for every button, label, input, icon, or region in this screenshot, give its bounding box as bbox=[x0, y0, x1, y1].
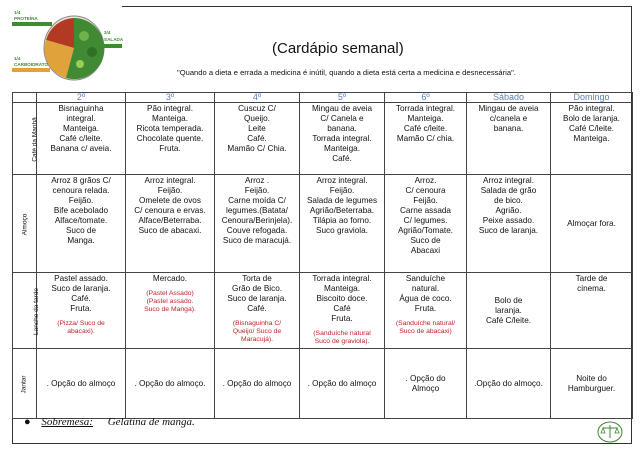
menu-cell bbox=[300, 349, 385, 419]
menu-item: Café. bbox=[71, 294, 91, 303]
day-header: 6º bbox=[385, 93, 467, 103]
meal-label: Jantar bbox=[20, 374, 28, 394]
menu-item: integral. bbox=[66, 114, 96, 123]
menu-item: Bolo de laranja. bbox=[563, 114, 620, 123]
menu-cell bbox=[385, 273, 467, 349]
menu-item: Alface/tomate. bbox=[54, 216, 108, 225]
menu-item: Manteiga. bbox=[324, 284, 360, 293]
menu-item: Noite do bbox=[576, 373, 607, 383]
menu-cell bbox=[385, 175, 467, 273]
menu-row bbox=[13, 273, 633, 349]
menu-cell bbox=[300, 273, 385, 349]
menu-note: (Pastel Assado) bbox=[146, 290, 194, 297]
menu-item: Pão integral. bbox=[147, 104, 193, 113]
menu-item: Suco de laranja. bbox=[227, 294, 287, 303]
menu-item: Mamão C/ chia. bbox=[396, 134, 455, 143]
menu-item: Carne assada bbox=[400, 206, 451, 215]
menu-item: Bolo de bbox=[494, 295, 523, 305]
menu-item: Manteiga. bbox=[324, 144, 360, 153]
menu-item: C/ Canela e bbox=[320, 114, 364, 123]
menu-item: Manteiga. bbox=[407, 114, 444, 123]
menu-cell bbox=[37, 273, 126, 349]
menu-item: Salada de legumes bbox=[306, 196, 378, 205]
menu-item: Pão integral. bbox=[568, 104, 615, 113]
menu-item: de bico. bbox=[494, 196, 523, 205]
meal-label-cell bbox=[13, 273, 40, 349]
menu-cell bbox=[467, 103, 551, 175]
dessert-line bbox=[24, 416, 195, 428]
menu-item: Café c/leite. bbox=[403, 124, 448, 133]
menu-item: Bife acebolado bbox=[53, 206, 109, 215]
menu-item: Cuscuz C/ bbox=[238, 104, 276, 113]
menu-cell bbox=[467, 175, 551, 273]
menu-cell bbox=[300, 175, 385, 273]
menu-item: . Opção do almoço bbox=[307, 378, 377, 388]
menu-cell bbox=[467, 349, 551, 419]
menu-item: . Opção do almoço bbox=[46, 378, 116, 388]
menu-cell bbox=[215, 175, 300, 273]
menu-item: Manteiga. bbox=[63, 124, 99, 133]
menu-note: Suco de graviola). bbox=[314, 338, 370, 345]
menu-cell bbox=[551, 349, 633, 419]
healthy-plate-icon bbox=[12, 6, 122, 92]
menu-cell bbox=[126, 103, 215, 175]
day-header: 2º bbox=[37, 93, 126, 103]
menu-item: Mingau de aveia bbox=[311, 104, 373, 113]
day-header: Domingo bbox=[551, 93, 633, 103]
menu-note: (Bisnaguinha C/ bbox=[232, 320, 282, 327]
menu-item: Couve refogada. bbox=[226, 226, 288, 235]
menu-item: Biscoito doce. bbox=[316, 294, 368, 303]
menu-item: Agrião/Tomate. bbox=[397, 226, 454, 235]
menu-item: C/ legumes. bbox=[403, 216, 448, 225]
menu-item: Bisnaguinha bbox=[58, 104, 104, 113]
menu-item: C/ cenoura e ervas. bbox=[134, 206, 206, 215]
menu-note: Queijo/ Suco de bbox=[232, 328, 282, 335]
menu-item: Café C/leite. bbox=[485, 315, 532, 325]
menu-note: (Sanduíche natural bbox=[313, 330, 371, 337]
menu-item: Arroz integral. bbox=[483, 176, 534, 185]
svg-text:PROTEÍNA: PROTEÍNA bbox=[14, 16, 38, 21]
menu-item: Feijão. bbox=[413, 196, 438, 205]
menu-item: Água de coco. bbox=[399, 294, 452, 303]
menu-item: Arroz integral. bbox=[144, 176, 196, 185]
menu-item: Pastel assado. bbox=[54, 274, 108, 283]
menu-item: Fruta. bbox=[331, 314, 353, 323]
menu-item: Mingau de aveia bbox=[478, 104, 539, 113]
menu-cell bbox=[126, 175, 215, 273]
menu-item: Mercado. bbox=[152, 274, 188, 283]
menu-item: cinema. bbox=[577, 284, 606, 293]
menu-item: Queijo. bbox=[244, 114, 270, 123]
menu-item: Manga. bbox=[67, 236, 95, 245]
meal-label: Lanche da tarde bbox=[32, 287, 40, 335]
weekly-menu-table bbox=[12, 92, 633, 419]
menu-item: Almoçar fora. bbox=[567, 218, 616, 228]
menu-cell bbox=[37, 349, 126, 419]
bullet-icon: ● bbox=[24, 416, 31, 428]
menu-item: Fruta. bbox=[414, 304, 437, 313]
meal-label: Café da Manhã bbox=[31, 116, 39, 162]
menu-item: Suco de abacaxi. bbox=[138, 226, 202, 235]
menu-item: Agrião. bbox=[495, 206, 522, 215]
page-title: (Cardápio semanal) bbox=[272, 40, 404, 57]
menu-item: Grão de Bico. bbox=[231, 284, 283, 293]
menu-note: Suco de Manga). bbox=[144, 306, 196, 313]
menu-item: Tilápia ao forno. bbox=[312, 216, 372, 225]
menu-item: . Opção do almoço. bbox=[134, 378, 206, 388]
menu-item: . Opção do almoço bbox=[222, 378, 292, 388]
menu-item: Cenoura/Berinjela). bbox=[221, 216, 293, 225]
menu-cell bbox=[37, 103, 126, 175]
menu-cell bbox=[300, 103, 385, 175]
svg-text:SALADA: SALADA bbox=[104, 37, 124, 42]
day-header: 5º bbox=[300, 93, 385, 103]
menu-note: abacaxi). bbox=[67, 328, 95, 335]
menu-item: Manteiga. bbox=[152, 114, 188, 123]
menu-item: Manteiga. bbox=[573, 134, 610, 143]
menu-item: Torrada integral. bbox=[312, 274, 372, 283]
svg-text:1/4: 1/4 bbox=[14, 56, 21, 61]
menu-item: Feijão. bbox=[157, 186, 183, 195]
menu-item: Abacaxi bbox=[410, 246, 441, 255]
scale-logo-icon bbox=[596, 420, 624, 444]
menu-item: Café bbox=[333, 304, 351, 313]
menu-item: cenoura relada. bbox=[52, 186, 110, 195]
menu-item: Peixe assado. bbox=[482, 216, 535, 225]
menu-item: Ricota temperada. bbox=[136, 124, 204, 133]
menu-cell bbox=[385, 103, 467, 175]
menu-item: Banana c/ aveia. bbox=[50, 144, 112, 153]
dessert-label: Sobremesa: bbox=[41, 416, 93, 428]
day-header: 3º bbox=[126, 93, 215, 103]
menu-item: Café C/leite. bbox=[568, 124, 615, 133]
menu-cell bbox=[215, 273, 300, 349]
menu-note: Maracujá). bbox=[240, 336, 274, 343]
menu-item: Arroz integral. bbox=[316, 176, 368, 185]
day-header-row bbox=[13, 93, 633, 103]
svg-text:1/4: 1/4 bbox=[14, 10, 21, 15]
menu-item: Omelete de ovos bbox=[139, 196, 201, 205]
meal-label: Almoço bbox=[21, 213, 28, 235]
menu-item: Arroz. bbox=[414, 176, 437, 185]
menu-item: Arroz . bbox=[244, 176, 270, 185]
menu-item: Salada de grão bbox=[480, 186, 537, 195]
menu-cell bbox=[551, 103, 633, 175]
menu-item: Suco de laranja. bbox=[51, 284, 111, 293]
menu-item: Café c/leite. bbox=[59, 134, 103, 143]
menu-item: Torta de bbox=[242, 274, 272, 283]
menu-item: Agrião/Beterraba. bbox=[309, 206, 375, 215]
menu-note: (Sanduíche natural/ bbox=[395, 320, 456, 327]
menu-item: Feijão. bbox=[329, 186, 355, 195]
menu-row bbox=[13, 349, 633, 419]
menu-item: Suco de maracujá. bbox=[222, 236, 292, 245]
menu-item: Almoço bbox=[411, 383, 440, 393]
menu-item: Leite bbox=[248, 124, 266, 133]
menu-item: Sanduíche bbox=[405, 274, 446, 283]
svg-text:2/4: 2/4 bbox=[104, 30, 111, 35]
menu-item: Suco graviola. bbox=[316, 226, 368, 235]
menu-item: banana. bbox=[493, 124, 524, 133]
header bbox=[12, 6, 632, 92]
menu-item: Tarde de bbox=[575, 274, 608, 283]
menu-item: Feijão. bbox=[68, 196, 94, 205]
dessert-value: Gelatina de manga. bbox=[107, 416, 195, 428]
menu-item: Café. bbox=[332, 154, 352, 163]
menu-item: Suco de bbox=[410, 236, 441, 245]
menu-item: Arroz 8 grãos C/ bbox=[51, 176, 111, 185]
menu-item: Torrada integral. bbox=[312, 134, 372, 143]
menu-item: c/canela e bbox=[489, 114, 528, 123]
menu-cell bbox=[126, 273, 215, 349]
menu-cell bbox=[215, 103, 300, 175]
menu-item: Suco de laranja. bbox=[478, 226, 539, 235]
meal-label-cell bbox=[13, 349, 37, 419]
menu-item: C/ cenoura bbox=[405, 186, 446, 195]
menu-cell bbox=[126, 349, 215, 419]
menu-item: natural. bbox=[411, 284, 440, 293]
menu-item: Chocolate quente. bbox=[136, 134, 204, 143]
menu-item: . Opção do bbox=[405, 373, 446, 383]
menu-note: Suco de abacaxi) bbox=[399, 328, 452, 335]
meal-label-cell bbox=[13, 103, 37, 175]
meal-label-cell bbox=[13, 175, 37, 273]
menu-row bbox=[13, 103, 633, 175]
menu-item: Suco de bbox=[65, 226, 97, 235]
menu-cell bbox=[467, 273, 551, 349]
menu-item: Café. bbox=[247, 304, 267, 313]
menu-item: Torrada integral. bbox=[395, 104, 456, 113]
menu-cell bbox=[551, 175, 633, 273]
menu-item: laranja. bbox=[495, 305, 522, 315]
menu-cell bbox=[385, 349, 467, 419]
menu-item: .Opção do almoço. bbox=[474, 378, 543, 388]
menu-item: Fruta. bbox=[70, 304, 92, 313]
menu-cell bbox=[37, 175, 126, 273]
menu-item: Hamburguer. bbox=[567, 383, 616, 393]
menu-cell bbox=[551, 273, 633, 349]
svg-text:CARBOIDRATO: CARBOIDRATO bbox=[14, 62, 49, 67]
corner-cell bbox=[13, 93, 37, 103]
day-header: Sábado bbox=[467, 93, 551, 103]
menu-cell bbox=[215, 349, 300, 419]
menu-note: (Pastel assado. bbox=[146, 298, 194, 305]
menu-item: Carne moída C/ bbox=[228, 196, 286, 205]
menu-item: legumes.(Batata/ bbox=[226, 206, 288, 215]
menu-item: Alface/Beterraba. bbox=[138, 216, 202, 225]
menu-item: banana. bbox=[327, 124, 357, 133]
menu-item: Feijão. bbox=[244, 186, 270, 195]
menu-item: Mamão C/ Chia. bbox=[227, 144, 287, 153]
quote-text: "Quando a dieta e errada a medicina é inútil, quando a dieta está certa a medicina e desnecessária". bbox=[177, 68, 516, 77]
menu-item: Café. bbox=[247, 134, 267, 143]
menu-item: Fruta. bbox=[159, 144, 181, 153]
menu-row bbox=[13, 175, 633, 273]
day-header: 4º bbox=[215, 93, 300, 103]
menu-note: (Pizza/ Suco de bbox=[57, 320, 105, 327]
